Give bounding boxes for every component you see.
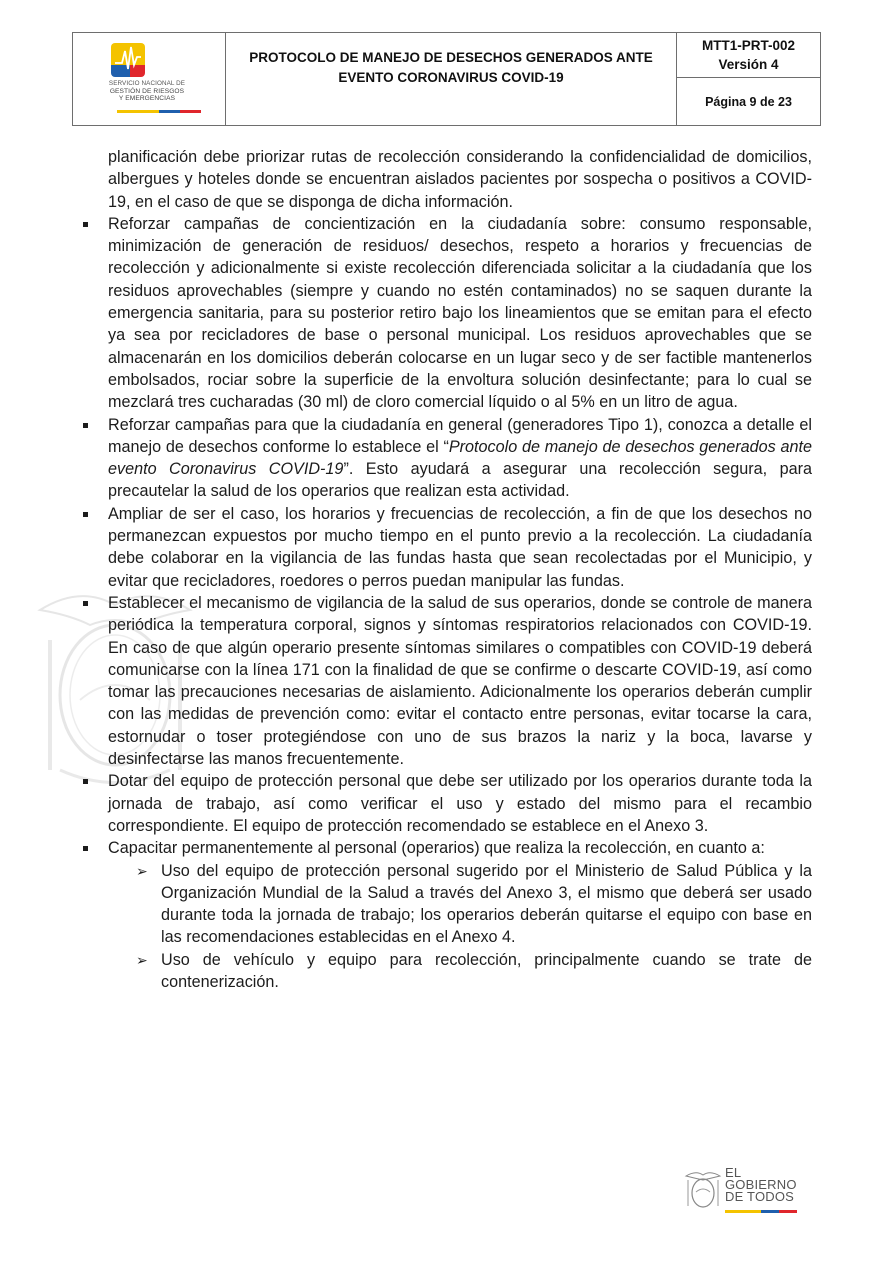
document-title: PROTOCOLO DE MANEJO DE DESECHOS GENERADOS ANTE EVENTO CORONAVIRUS COVID-19	[226, 33, 677, 125]
arrow-bullet-icon: ➢	[136, 862, 148, 879]
sngre-emblem-icon	[111, 43, 145, 77]
document-version: Versión 4	[718, 57, 779, 72]
list-item: Capacitar permanentemente al personal (operarios) que realiza la recolección, en cuanto a:	[80, 837, 812, 859]
square-bullet-icon	[83, 779, 88, 784]
sub-list-item: ➢ Uso del equipo de protección personal sugerido por el Ministerio de Salud Pública y la Organización Mundial de la Salud a través del Anexo 3, el mismo que deberá ser usado durante toda la jornada de trabajo; los operarios deberán quitarse el equipo con base en las recomendaciones establecidas en el Anexo 4.	[136, 861, 812, 947]
arrow-bullet-icon: ➢	[136, 951, 148, 968]
list-item: Reforzar campañas de concientización en la ciudadanía sobre: consumo responsable, minimización de generación de residuos/ desechos, respeto a horarios y frecuencias de recolección y adicionalmente si existe recolección diferenciada solicitar a la ciudadanía que los residuos aprovechables (siempre y cuando no estén contaminados) no se saquen durante la emergencia sanitaria, para su posterior retiro bajo los lineamientos que se emitan para el efecto ya sea por recicladores de base o personal municipal. Los residuos aprovechables que se almacenarán en los domicilios deberán colocarse en un lugar seco y de ser factible mantenerlos embolsados, rociar sobre la superficie de la envoltura solución desinfectante; para lo cual se mezclará tres cucharadas (30 ml) de cloro comercial líquido o al 5% en un litro de agua.	[80, 213, 812, 414]
list-item: Dotar del equipo de protección personal que debe ser utilizado por los operarios durante toda la jornada de trabajo, así como verificar el uso y estado del mismo para el recambio correspondiente. El equipo de protección recomendado se establece en el Anexo 3.	[80, 770, 812, 837]
sngre-logo-text: SERVICIO NACIONAL DE GESTIÓN DE RIESGOS Y EMERGENCIAS	[108, 80, 186, 102]
document-code: MTT1-PRT-002 Versión 4	[677, 33, 820, 78]
flag-stripe	[725, 1210, 797, 1213]
list-item: Ampliar de ser el caso, los horarios y frecuencias de recolección, a fin de que los desechos no permanezcan expuestos por mucho tiempo en el punto previo a la recolección. La ciudadanía debe colaborar en la vigilancia de las fundas hasta que sean recolectadas por el Municipio, y evitar que recicladores, roedores o perros puedan manipular las fundas.	[80, 503, 812, 592]
list-item: Reforzar campañas para que la ciudadanía en general (generadores Tipo 1), conozca a detalle el manejo de desechos conforme lo establece el “Protocolo de manejo de desechos generados ante evento Coronavirus COVID-19”. Esto ayudará a asegurar una recolección segura, para precautelar la salud de los operarios que realizan esta actividad.	[80, 414, 812, 503]
protocol-title-reference: Protocolo de manejo de desechos generados ante evento Coronavirus COVID-19	[108, 437, 812, 479]
square-bullet-icon	[83, 423, 88, 428]
document-header	[72, 32, 821, 126]
square-bullet-icon	[83, 512, 88, 517]
paragraph-continuation: planificación debe priorizar rutas de recolección considerando la confidencialidad de domicilios, albergues y hoteles donde se encuentran aislados pacientes por sospecha o positivos a COVID-19, en el caso de que se disponga de dicha información.	[108, 148, 812, 211]
gobierno-de-todos-logo	[684, 1166, 804, 1216]
square-bullet-icon	[83, 222, 88, 227]
document-body	[80, 146, 812, 993]
square-bullet-icon	[83, 601, 88, 606]
square-bullet-icon	[83, 846, 88, 851]
sub-list-item: ➢ Uso de vehículo y equipo para recolección, principalmente cuando se trate de contenerización.	[136, 950, 812, 991]
page-number: Página 9 de 23	[705, 94, 792, 109]
flag-stripe	[117, 110, 201, 113]
gobierno-logo-text: EL GOBIERNO DE TODOS	[725, 1165, 797, 1204]
list-item: Establecer el mecanismo de vigilancia de la salud de sus operarios, donde se controle de manera periódica la temperatura corporal, signos y síntomas respiratorios relacionados con COVID-19. En caso de que algún operario presente síntomas similares o compatibles con COVID-19 deberá comunicarse con la línea 171 con la finalidad de que se confirme o descarte COVID-19, así como tomar las precauciones necesarias de aislamiento. Adicionalmente los operarios deberán cumplir con las medidas de prevención como: evitar el contacto entre personas, evitar tocarse la cara, estornudar o toser protegiéndose con uno de sus brazos la nariz y la boca, lavarse y desinfectarse las manos frecuentemente.	[80, 592, 812, 770]
sngre-logo	[73, 33, 226, 125]
ecuador-coat-of-arms-icon	[684, 1168, 722, 1212]
